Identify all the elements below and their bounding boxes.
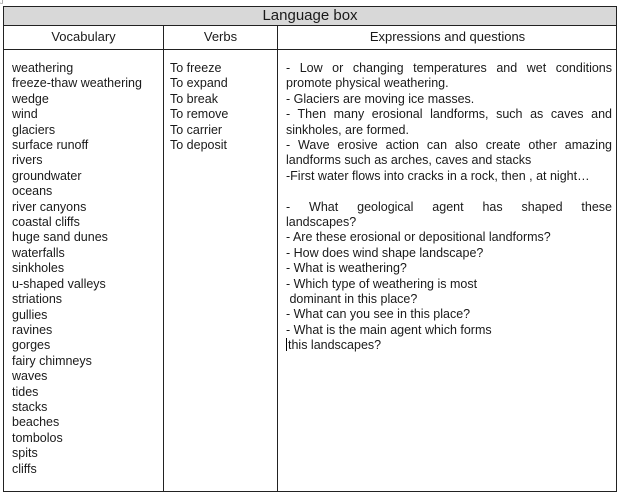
header-verbs: Verbs (163, 26, 278, 50)
list-item: beaches (12, 415, 60, 430)
list-item: waves (12, 369, 48, 384)
list-item: ravines (12, 322, 53, 337)
list-item: waterfalls (12, 245, 65, 260)
list-item: To break (170, 91, 218, 106)
expression-line: - Wave erosive action can also create other amazing (286, 138, 612, 153)
expression-line: promote physical weathering. (286, 76, 449, 91)
list-item: fairy chimneys (12, 353, 92, 368)
text-cursor-icon (286, 338, 287, 351)
question-line: this landscapes? (288, 338, 382, 353)
list-item: river canyons (12, 199, 87, 214)
question-line: - What is weathering? (286, 261, 407, 276)
expressions-list (286, 61, 612, 354)
list-item: huge sand dunes (12, 230, 108, 245)
list-item: oceans (12, 184, 53, 199)
list-item: wedge (12, 91, 49, 106)
list-item: rivers (12, 153, 43, 168)
question-line: dominant in this place? (286, 292, 418, 307)
question-line: - What is the main agent which forms (286, 322, 492, 337)
list-item: coastal cliffs (12, 215, 80, 230)
question-line: - How does wind shape landscape? (286, 245, 484, 260)
list-item: tombolos (12, 430, 63, 445)
spacer (286, 184, 612, 199)
list-item: freeze-thaw weathering (12, 76, 142, 91)
list-item: tides (12, 384, 39, 399)
column-divider (277, 26, 278, 492)
expression-line: landforms such as arches, caves and stacks (286, 153, 532, 168)
expression-line: sinkholes, are formed. (286, 122, 409, 137)
list-item: surface runoff (12, 138, 89, 153)
question-line: - Are these erosional or depositional landforms? (286, 230, 551, 245)
expression-line: -First water flows into cracks in a rock, then , at night… (286, 168, 590, 183)
header-vocabulary: Vocabulary (4, 26, 163, 50)
language-box-table (3, 6, 617, 492)
list-item: To carrier (170, 122, 223, 137)
list-item: gullies (12, 307, 48, 322)
vocabulary-list (12, 61, 142, 477)
question-line: - What can you see in this place? (286, 307, 471, 322)
list-item: glaciers (12, 122, 56, 137)
expression-line: - Glaciers are moving ice masses. (286, 91, 475, 106)
question-line: - What geological agent has shaped these (286, 199, 612, 214)
list-item: wind (12, 107, 38, 122)
list-item: u-shaped valleys (12, 276, 106, 291)
list-item: cliffs (12, 461, 37, 476)
list-item: stacks (12, 399, 48, 414)
table-title: Language box (4, 7, 616, 26)
expression-line: - Low or changing temperatures and wet conditions (286, 61, 612, 75)
question-line-with-cursor[interactable] (286, 338, 612, 353)
column-divider (163, 26, 164, 492)
verbs-list (170, 61, 228, 153)
list-item: sinkholes (12, 261, 65, 276)
list-item: striations (12, 292, 63, 307)
list-item: gorges (12, 338, 51, 353)
list-item: To deposit (170, 138, 227, 153)
corner-mark: J (0, 0, 4, 6)
list-item: To expand (170, 76, 228, 91)
question-line: landscapes? (286, 215, 357, 230)
expression-line: - Then many erosional landforms, such as caves and (286, 107, 612, 122)
list-item: groundwater (12, 168, 82, 183)
header-expressions: Expressions and questions (278, 26, 617, 50)
list-item: To remove (170, 107, 229, 122)
question-line: - Which type of weathering is most (286, 276, 478, 291)
list-item: weathering (12, 61, 74, 75)
list-item: spits (12, 446, 38, 461)
list-item: To freeze (170, 61, 222, 75)
